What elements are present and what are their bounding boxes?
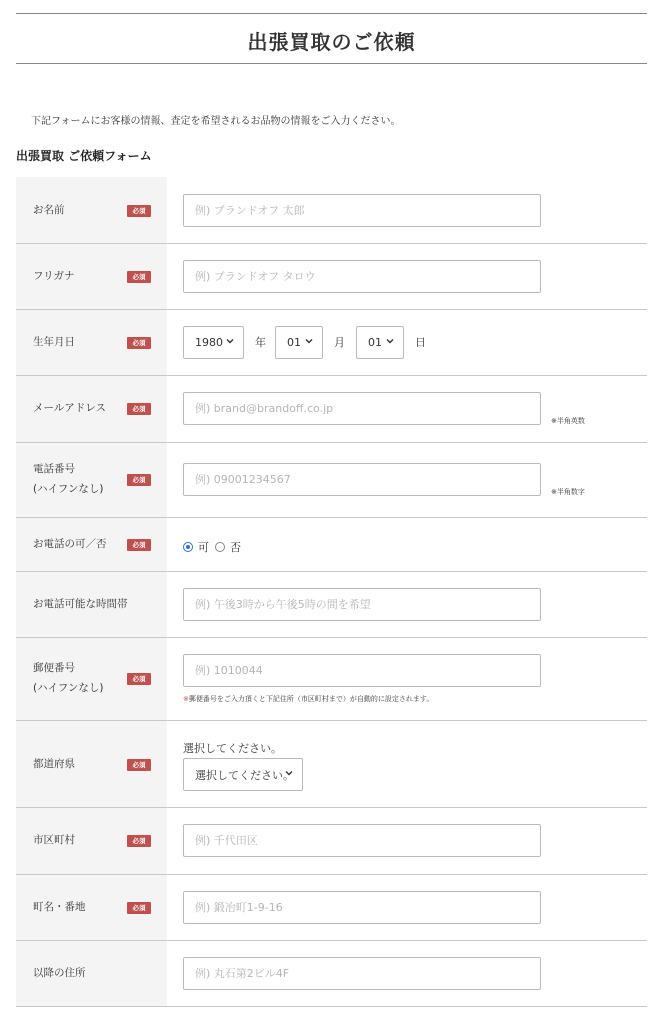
birth-year-select[interactable]: 1980 [183, 326, 244, 359]
email-label: メールアドレス [33, 402, 106, 414]
required-badge: 必須 [127, 835, 151, 847]
form-heading: 出張買取 ご依頼フォーム [16, 149, 152, 163]
zip-input[interactable] [183, 654, 541, 687]
year-unit: 年 [255, 336, 266, 349]
phone-ok-radio-group [183, 539, 247, 555]
zip-note: ※郵便番号をご入力頂くと下記住所（市区町村まで）が自動的に設定されます。 [183, 695, 434, 703]
required-badge: 必須 [127, 205, 151, 217]
page-title: 出張買取のご依頼 [247, 30, 416, 54]
city-input[interactable] [183, 824, 541, 857]
form-row-street [16, 875, 647, 941]
zip-label-sub: (ハイフンなし) [33, 682, 104, 694]
phone-input[interactable] [183, 463, 541, 496]
form-row-call-time [16, 572, 647, 638]
required-badge: 必須 [127, 539, 151, 551]
call-time-label: お電話可能な時間帯 [33, 598, 128, 610]
call-time-input[interactable] [183, 588, 541, 621]
building-label: 以降の住所 [33, 967, 86, 979]
required-badge: 必須 [127, 403, 151, 415]
birth-month-select[interactable]: 01 [275, 326, 323, 359]
city-label: 市区町村 [33, 834, 75, 846]
form-row-phone [16, 443, 647, 518]
chevron-down-icon [385, 336, 395, 346]
building-input[interactable] [183, 957, 541, 990]
radio-no-label[interactable]: 否 [230, 541, 241, 554]
required-badge: 必須 [127, 271, 151, 283]
required-badge: 必須 [127, 759, 151, 771]
required-badge: 必須 [127, 673, 151, 685]
phone-label: 電話番号 [33, 463, 75, 475]
form-row-zip [16, 638, 647, 721]
chevron-down-icon [284, 768, 294, 778]
form-row-email [16, 376, 647, 443]
zip-label: 郵便番号 [33, 662, 75, 674]
email-note: ※半角英数 [551, 417, 585, 425]
birth-day-select[interactable]: 01 [356, 326, 404, 359]
form-row-building [16, 941, 647, 1007]
intro-text: 下記フォームにお客様の情報、査定を希望されるお品物の情報をご入力ください。 [31, 116, 401, 127]
prefecture-caption: 選択してください。 [183, 742, 282, 755]
day-unit: 日 [415, 336, 426, 349]
required-badge: 必須 [127, 474, 151, 486]
radio-yes[interactable] [183, 542, 193, 552]
phone-note: ※半角数字 [551, 488, 585, 496]
chevron-down-icon [225, 336, 235, 346]
kana-label: フリガナ [33, 270, 75, 282]
phone-ok-label: お電話の可／否 [33, 538, 107, 550]
street-label: 町名・番地 [33, 901, 86, 913]
prefecture-select[interactable]: 選択してください。 [183, 758, 303, 791]
prefecture-label: 都道府県 [33, 758, 75, 770]
chevron-down-icon [304, 336, 314, 346]
top-divider [16, 13, 647, 14]
street-input[interactable] [183, 891, 541, 924]
label-cell [16, 177, 167, 243]
month-unit: 月 [334, 336, 345, 349]
name-label: お名前 [33, 204, 65, 216]
form-row-name [16, 177, 647, 244]
email-input[interactable] [183, 392, 541, 425]
form-row-kana [16, 244, 647, 310]
form-row-birthdate [16, 310, 647, 376]
required-badge: 必須 [127, 902, 151, 914]
request-form [16, 177, 647, 1007]
form-row-city [16, 808, 647, 875]
radio-yes-label[interactable]: 可 [198, 541, 209, 554]
phone-label-sub: (ハイフンなし) [33, 483, 104, 495]
title-divider [16, 63, 647, 64]
required-badge: 必須 [127, 337, 151, 349]
form-row-prefecture [16, 721, 647, 808]
kana-input[interactable] [183, 260, 541, 293]
radio-no[interactable] [215, 542, 225, 552]
name-input[interactable] [183, 194, 541, 227]
form-row-phone-ok [16, 518, 647, 572]
birthdate-label: 生年月日 [33, 336, 75, 348]
